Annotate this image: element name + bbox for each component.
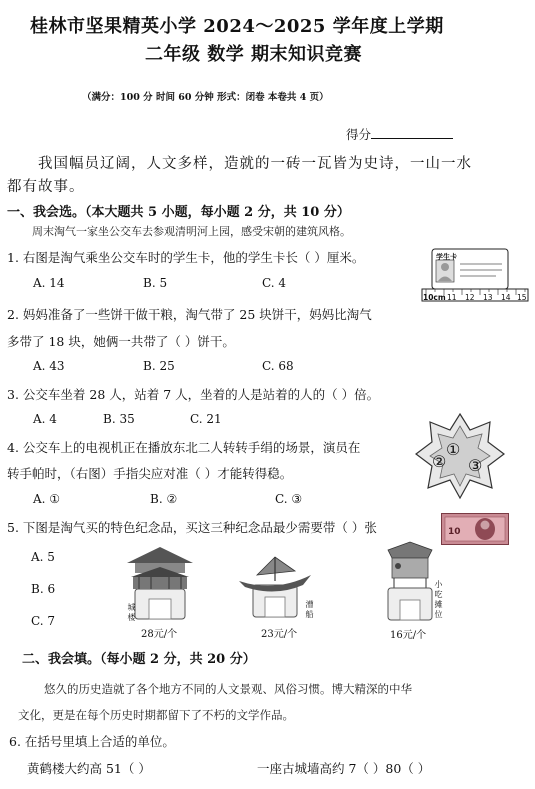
q3-option-b[interactable]: B. 35	[103, 412, 135, 426]
ruler-label-10: 10cm	[423, 293, 446, 302]
souvenir-city-tower	[125, 545, 195, 640]
banknote-value: 10	[448, 527, 461, 537]
question-6-right[interactable]: 一座古城墙高约 7（ ）80（ ）	[257, 761, 431, 776]
q5-option-c[interactable]: C. 7	[31, 614, 56, 628]
section2-heading: 二、我会填。（每小题 2 分，共 20 分）	[22, 652, 256, 667]
souvenir-2-label: 漕船	[305, 600, 314, 619]
intro-line1: 我国幅员辽阔，人文多样，造就的一砖一瓦皆为史诗，一山一水	[38, 156, 472, 172]
souvenir-3-label: 小吃摊位	[434, 580, 443, 619]
exam-info: （满分：100 分 时间 60 分钟 形式：闭卷 本卷共 4 页）	[82, 92, 329, 103]
ruler-label-14: 14	[501, 293, 511, 302]
q3-option-a[interactable]: A. 4	[33, 412, 57, 426]
section1-intro: 周末淘气一家坐公交车去参观清明河上园，感受宋朝的建筑风格。	[32, 225, 351, 238]
ruler-label-11: 11	[447, 293, 457, 302]
q3-option-c[interactable]: C. 21	[190, 412, 222, 426]
question-2-line1: 2. 妈妈准备了一些饼干做干粮，淘气带了 25 块饼干，妈妈比淘气	[7, 307, 372, 322]
handkerchief-figure	[414, 412, 506, 500]
q4-option-a[interactable]: A. ①	[33, 492, 61, 506]
souvenir-2-price: 23元/个	[261, 629, 298, 640]
q1-option-c[interactable]: C. 4	[262, 276, 287, 290]
souvenir-1-label: 城楼	[127, 603, 136, 622]
section1-heading: 一、我会选。（本大题共 5 小题，每小题 2 分，共 10 分）	[7, 205, 350, 220]
ruler-label-13: 13	[483, 293, 493, 302]
snack-stall-icon	[380, 540, 440, 624]
ruler-label-15: 15	[517, 293, 527, 302]
handkerchief-mark-2: ②	[432, 452, 447, 471]
q2-option-a[interactable]: A. 43	[33, 359, 65, 373]
q1-option-a[interactable]: A. 14	[33, 276, 65, 290]
student-card-figure	[420, 248, 530, 306]
q2-option-b[interactable]: B. 25	[143, 359, 175, 373]
question-5: 5. 下图是淘气买的特色纪念品，买这三种纪念品最少需要带（ ）张	[7, 520, 377, 535]
q1-option-b[interactable]: B. 5	[143, 276, 168, 290]
section2-intro-line2: 文化，更是在每个历史时期都留下了不朽的文学作品。	[18, 708, 294, 722]
q5-option-a[interactable]: A. 5	[31, 550, 55, 564]
souvenir-boat	[235, 545, 315, 640]
card-label: 学生卡	[436, 253, 457, 261]
q2-option-c[interactable]: C. 68	[262, 359, 294, 373]
q5-option-b[interactable]: B. 6	[31, 582, 56, 596]
souvenir-3-price: 16元/个	[390, 630, 427, 641]
exam-title-line2: 二年级 数学 期末知识竞赛	[145, 44, 363, 65]
question-2-line2: 多带了 18 块，她俩一共带了（ ）饼干。	[7, 334, 235, 349]
question-6-left[interactable]: 黄鹤楼大约高 51（ ）	[27, 761, 151, 776]
question-1: 1. 右图是淘气乘坐公交车时的学生卡，他的学生卡长（ ）厘米。	[7, 250, 365, 265]
score-label: 得分	[346, 127, 372, 142]
question-6: 6. 在括号里填上合适的单位。	[9, 734, 175, 749]
question-4-line2: 转手帕时，（右图）手指尖应对准（ ）才能转得稳。	[7, 466, 293, 481]
exam-title-line1: 桂林市坚果精英小学 2024～2025 学年度上学期	[30, 16, 444, 37]
score-field[interactable]	[346, 125, 453, 143]
souvenir-1-price: 28元/个	[141, 629, 178, 640]
ruler-label-12: 12	[465, 293, 475, 302]
question-4-line1: 4. 公交车上的电视机正在播放东北二人转转手绢的场景，演员在	[7, 440, 361, 455]
handkerchief-mark-1: ①	[446, 440, 461, 459]
handkerchief-mark-3: ③	[468, 456, 483, 475]
section2-intro-line1: 悠久的历史造就了各个地方不同的人文景观、风俗习惯。博大精深的中华	[44, 682, 412, 696]
q4-option-c[interactable]: C. ③	[275, 492, 303, 506]
boat-icon	[235, 545, 315, 623]
q4-option-b[interactable]: B. ②	[150, 492, 178, 506]
souvenir-snack-stall	[378, 540, 453, 640]
score-blank[interactable]	[371, 126, 453, 139]
intro-line2: 都有故事。	[7, 179, 85, 195]
question-3: 3. 公交车坐着 28 人，站着 7 人，坐着的人是站着的人的（ ）倍。	[7, 387, 380, 402]
